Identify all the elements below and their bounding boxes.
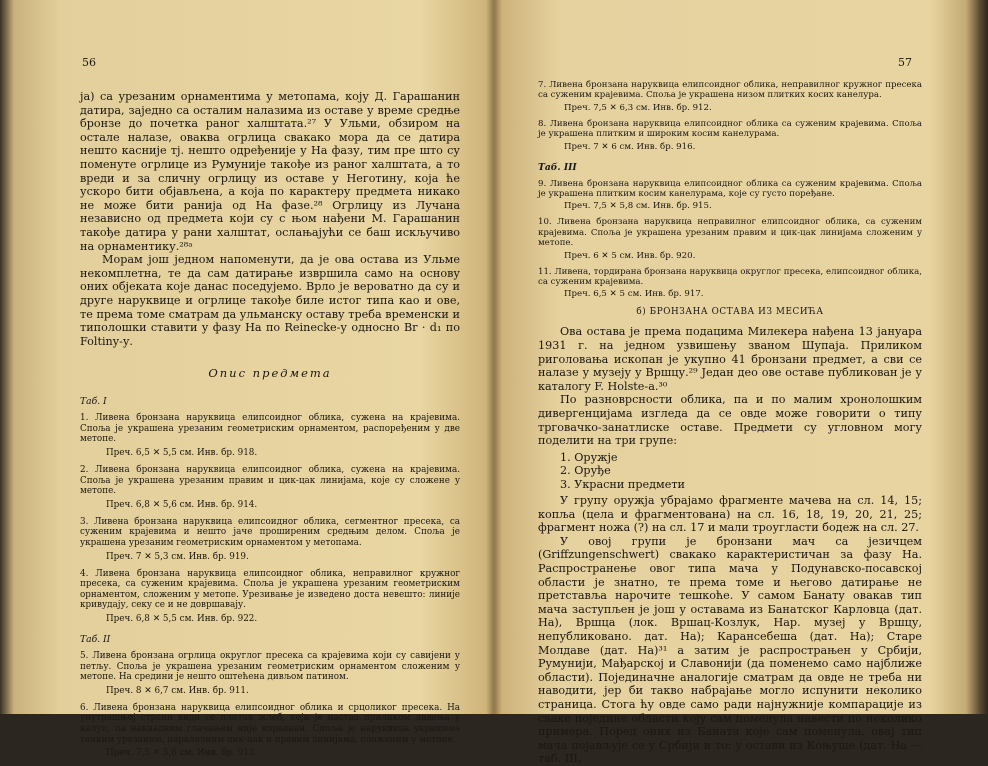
catalog-ref: Преч. 7 ✕ 6 см. Инв. бр. 916. — [564, 141, 696, 152]
catalog-entry: 11. Ливена, тордирана бронзана наруквица округлог пресека, елипсоидног облика, са суженим крајевима. — [538, 266, 922, 288]
catalog-ref: Преч. 7,5 ✕ 5,6 см. Инв. бр. 913. — [106, 748, 258, 759]
catalog-entry: 2. Ливена бронзана наруквица елипсоидног облика, сужена на крајевима. Споља је украшена урезаним правим и цик-цак линијама, које су сложене у метопе. — [80, 465, 460, 497]
group-list — [560, 451, 922, 491]
catalog-ref: Преч. 6,5 ✕ 5,5 см. Инв. бр. 918. — [106, 448, 258, 459]
right-column — [538, 80, 922, 766]
paragraph: ја) са урезаним орнаментима у метопама, коју Д. Гарашанин датира, заједно са осталим налазима из оставе у време средње бронзе до почетка раног халштата.²⁷ У Ульми, обзиром на остале налазе, оваква огрлица свакако мора да се датира нешто касније тј. нешто одређеније у На фазу, тим пре што су поменуте огрлице из Румуније такође из раног халштата, а то вреди и за сличну огрлицу из оставе у Неготину, која ће ускоро бити објављена, а која по карактеру предмета никако не може бити ранија од На фазе.²⁸ Огрлицу из Лучана независно од предмета који су с њом нађени М. Гарашанин такође датира у рани халштат, ослањајући се баш искључиво на орнаментику.²⁸ᵃ — [80, 90, 460, 253]
catalog-entry: 6. Ливена бронзана наруквица елипсоидног облика и срцоликог пресека. На унутрашњој страни види се плитак жлеб, који је настао приликом ливења у калуп, па накнадним глачањем није изравнан. Споља је наруквица украшена танким урезаним, паралелним цик-цак и правим линијама, сложеним у метопе. — [80, 702, 460, 745]
section-subheading: б) БРОНЗАНА ОСТАВА ИЗ МЕСИЋА — [636, 307, 824, 318]
list-item: 3. Украсни предмети — [560, 477, 685, 491]
catalog-entry: 4. Ливена бронзана наруквица елипсоидног облика, неправилног кружног пресека, са суженим крајевима. Споља је украшена урезаним геометриским орнаментом, сложеним у метопе. Урезивање је изведено доста невешто: линије кривудају, секу се и не довршавају. — [80, 568, 460, 611]
left-column — [80, 90, 460, 765]
catalog-ref: Преч. 6 ✕ 5 см. Инв. бр. 920. — [564, 250, 696, 261]
catalog-entry: 8. Ливена бронзана наруквица елипсоидног облика са суженим крајевима. Споља је украшена плитким и широким косим канелурама. — [538, 118, 922, 140]
left-page — [0, 0, 494, 759]
catalog-ref: Преч. 7,5 ✕ 6,3 см. Инв. бр. 912. — [564, 102, 712, 113]
paragraph: У групу оружја убрајамо фрагменте мачева на сл. 14, 15; копља (цела и фрагментована) на сл. 16, 18, 19, 20, 21, 25; фрагмент ножа (?) на сл. 17 и мали троугласти бодеж на сл. 27. — [538, 494, 922, 535]
catalog-ref: Преч. 6,8 ✕ 5,6 см. Инв. бр. 914. — [106, 499, 258, 510]
tab-label: Таб. III — [538, 161, 577, 173]
catalog-entry: 1. Ливена бронзана наруквица елипсоидног облика, сужена на крајевима. Споља је украшена урезаним геометриским орнаментом, распоређеним у две метопе. — [80, 413, 460, 445]
catalog-ref: Преч. 8 ✕ 6,7 см. Инв. бр. 911. — [106, 685, 249, 696]
catalog-entry: 7. Ливена бронзана наруквица елипсоидног облика, неправилног кружног пресека са суженим крајевима. Споља је украшена низом плитких косих канелура. — [538, 80, 922, 101]
page-number: 56 — [82, 56, 96, 69]
catalog-ref: Преч. 7,5 ✕ 5,8 см. Инв. бр. 915. — [564, 201, 712, 212]
paragraph: Ова остава је према подацима Милекера нађена 13 јануара 1931 г. на једном узвишењу званом Шупаја. Приликом риголовања ископан је укупно 41 бронзани предмет, а сви се налазе у музеју у Вршцу.²⁹ Један део ове оставе публикован је у каталогу F. Holste-a.³⁰ — [538, 325, 922, 393]
catalog-entry: 5. Ливена бронзана огрлица округлог пресека са крајевима који су савијени у петљу. Споља је украшена урезаним геометриским орнаментом сложеним у метопе. На средини је нешто оштећена дивљом патином. — [80, 651, 460, 683]
tab-label: Таб. II — [80, 634, 111, 645]
paragraph: По разноврсности облика, па и по малим хронолошким дивергенцијама изгледа да се овде може говорити о типу трговачко-занатлиске оставе. Предмети су угловном могу поделити на три групе: — [538, 393, 922, 448]
tab-label: Таб. I — [80, 396, 107, 408]
catalog-entry: 10. Ливена бронзана наруквица неправилног елипсоидног облика, са суженим крајевима. Споља је украшена урезаним правим и цик-цак линијама сложеним у метопе. — [538, 217, 922, 249]
section-heading: Опис предмета — [208, 366, 332, 381]
catalog-ref: Преч. 7 ✕ 5,3 см. Инв. бр. 919. — [106, 551, 249, 562]
list-item: 1. Оружје — [560, 450, 618, 464]
paragraph: Морам још једном напоменути, да је ова остава из Ульме некомплетна, те да сам датирање извршила само на основу оних објеката које данас поседујемо. Врло је вероватно да су и друге наруквице и огрлице такође биле истог типа као и ове, те према томе сматрам да ульманску оставу треба временски и типолошки ставити у фазу На по Reinecke-у односно Br · d₁ по Foltiny-у. — [80, 253, 460, 348]
catalog-ref: Преч. 6,8 ✕ 5,5 см. Инв. бр. 922. — [106, 614, 258, 624]
catalog-entry: 3. Ливена бронзана наруквица елипсоидног облика, сегментног пресека, са суженим крајевима и нешто јаче проширеним средњим делом. Споља је украшена урезаним геометриским орнаментом у метопама. — [80, 516, 460, 549]
right-page — [494, 0, 988, 766]
catalog-ref: Преч. 6,5 ✕ 5 см. Инв. бр. 917. — [564, 289, 704, 300]
paragraph: У овој групи је бронзани мач са језичцем (Griffzungenschwert) свакако карактеристичан за фазу На. Распространење овог типа мача у Подунавско-посавској области је знатно, те према томе и његово датирање не претставља нарочите тешкоће. У самом Банату овакав тип мача заступљен је још у оставама из Банатског Карловца (дат. На), Вршца (лок. Вршац-Козлук, Нар. музеј у Вршцу, непубликовано. дат. На); Карансебеша (дат. На); Старе Молдаве (дат. На)³¹ а затим је распрострањен у Србији, Румунији, Мађарској и Славонији (да поменемо само најближе области). Појединачне аналогије сматрам да овде не треба ни наводити, јер би такво набрајање могло испунити неколико страница. Стога ћу овде само ради најнужније компарације из сваке поједине области коју сам поменула навести по неколико примера. Поред оних из Баната које сам поменула, овај тип мача појављује се у Србији и то: у остави из Коњуше (дат. На — таб. III, — [538, 534, 922, 766]
page-number: 57 — [898, 56, 912, 69]
catalog-entry: 9. Ливена бронзана наруквица елипсоидног облика са суженим крајевима. Споља је украшена плитким косим канелурама, које су густо поређане. — [538, 178, 922, 200]
list-item: 2. Оруђе — [560, 464, 611, 478]
